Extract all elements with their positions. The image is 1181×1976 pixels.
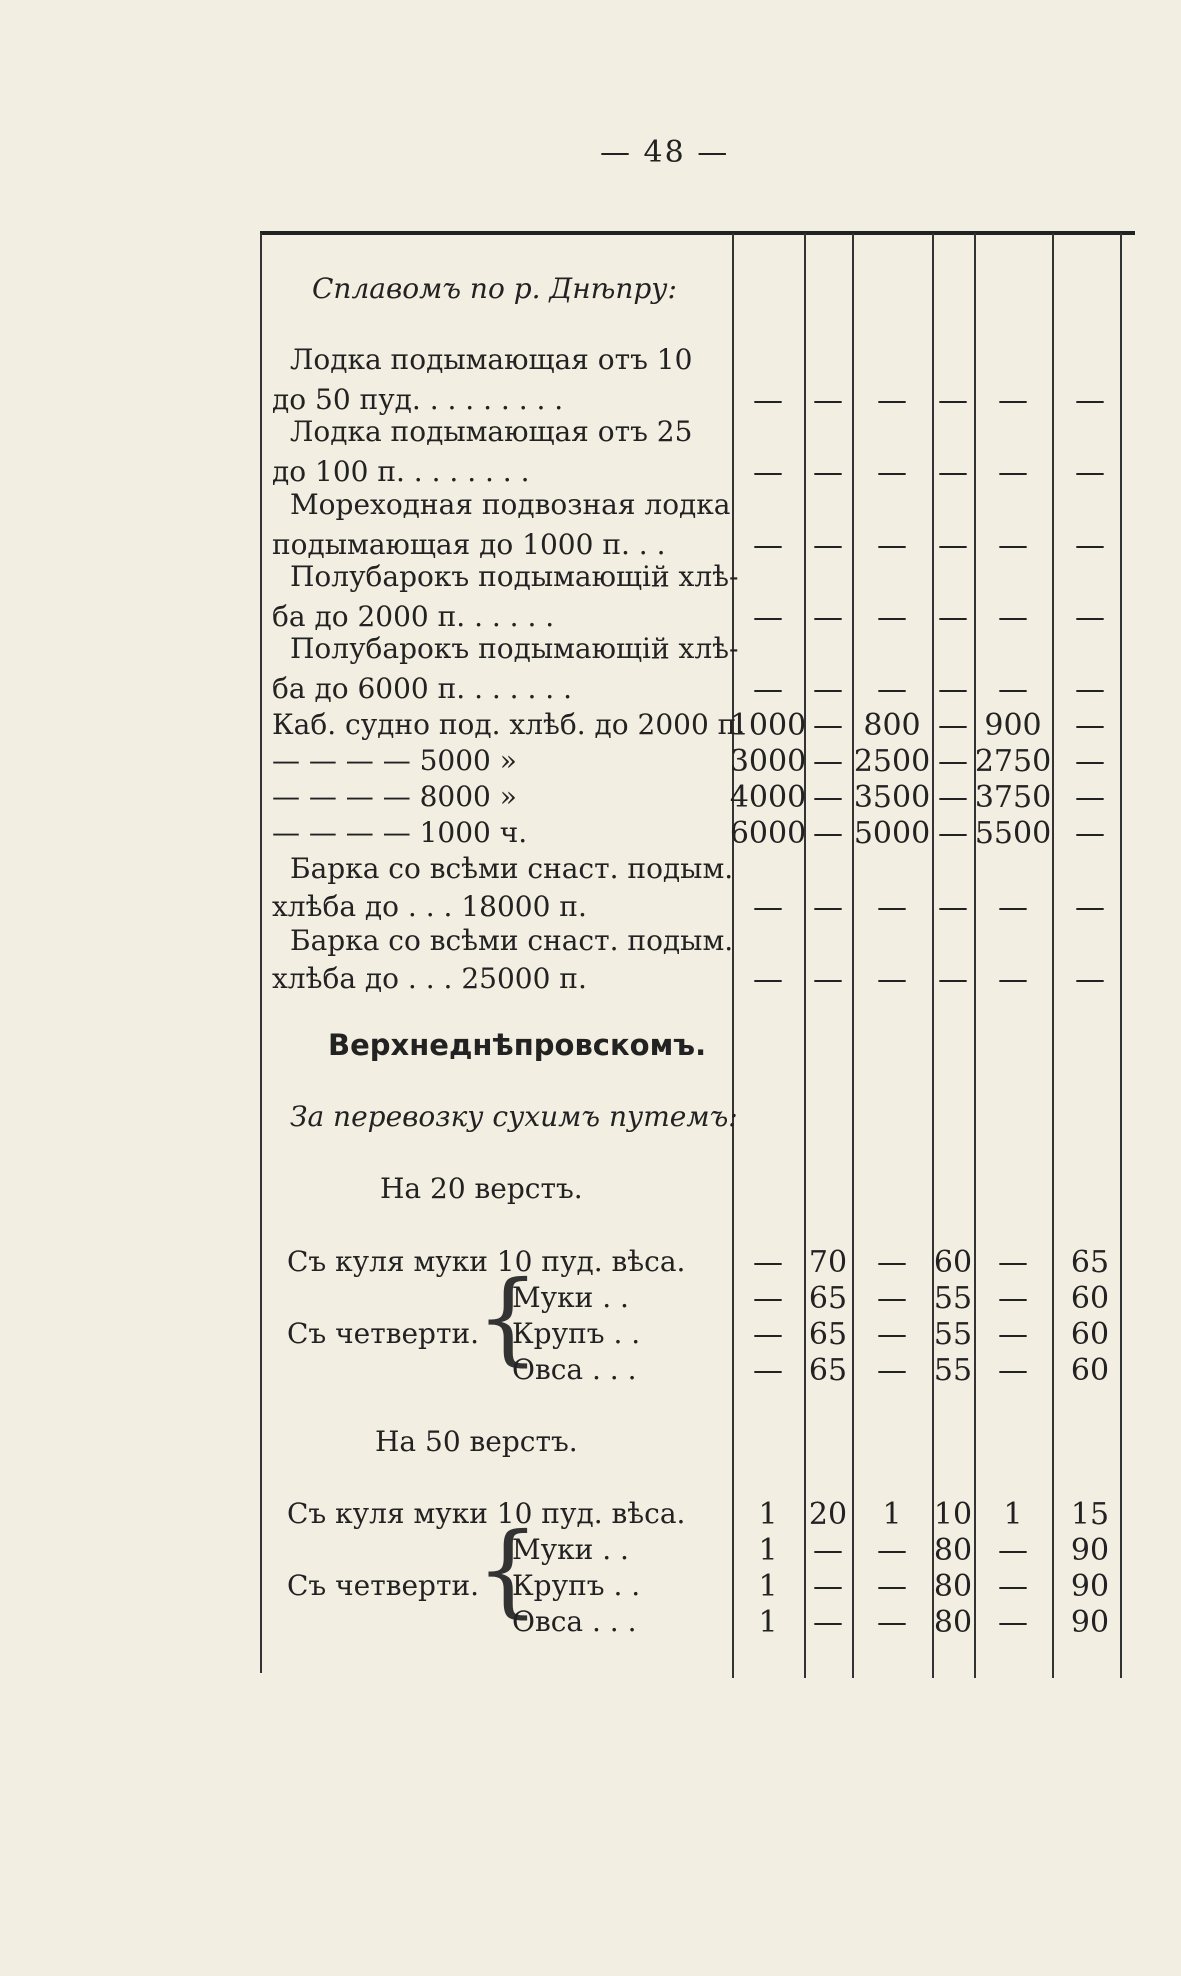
value-cell: — xyxy=(753,383,783,418)
value-cell: — xyxy=(813,816,843,851)
value-cell: — xyxy=(753,672,783,707)
value-cell: — xyxy=(813,1605,843,1640)
value-cell: — xyxy=(813,1569,843,1604)
row-label-line2: ба до 6000 п. . . . . . . xyxy=(272,672,572,705)
value-cell: — xyxy=(1075,962,1105,997)
brace-icon: { xyxy=(476,1259,540,1376)
item-label: Овса . . . xyxy=(512,1353,637,1386)
value-cell: 90 xyxy=(1070,1605,1110,1640)
value-cell: — xyxy=(813,600,843,635)
row-label-line2: хлѣба до . . . 25000 п. xyxy=(272,962,587,995)
value-cell: — xyxy=(938,528,968,563)
row-label-line1: Мореходная подвозная лодка xyxy=(290,488,731,521)
value-cell: — xyxy=(813,672,843,707)
value-cell: — xyxy=(1075,890,1105,925)
value-cell: — xyxy=(998,1281,1028,1316)
value-cell: 800 xyxy=(863,708,921,743)
value-cell: 80 xyxy=(933,1533,973,1568)
value-cell: — xyxy=(1075,780,1105,815)
value-cell: — xyxy=(753,600,783,635)
value-cell: — xyxy=(938,600,968,635)
value-cell: 60 xyxy=(1070,1353,1110,1388)
value-cell: 2750 xyxy=(974,744,1052,779)
row-label-line1: Полубарокъ подымающій хлѣ- xyxy=(290,560,739,593)
row-label-line1: Лодка подымающая отъ 10 xyxy=(290,343,693,376)
value-cell: — xyxy=(877,600,907,635)
value-cell: 1 xyxy=(882,1497,902,1532)
value-cell: — xyxy=(877,455,907,490)
value-cell: 65 xyxy=(808,1317,848,1352)
value-cell: — xyxy=(877,1533,907,1568)
value-cell: — xyxy=(813,455,843,490)
value-cell: 1 xyxy=(758,1497,778,1532)
column-divider xyxy=(852,233,854,1678)
value-cell: — xyxy=(998,455,1028,490)
value-cell: — xyxy=(877,1605,907,1640)
value-cell: 1 xyxy=(1003,1497,1023,1532)
value-cell: — xyxy=(813,528,843,563)
value-cell: — xyxy=(753,455,783,490)
value-cell: — xyxy=(877,890,907,925)
value-cell: — xyxy=(998,528,1028,563)
value-cell: 55 xyxy=(933,1317,973,1352)
item-label: Крупъ . . xyxy=(512,1569,641,1602)
value-cell: — xyxy=(938,383,968,418)
value-cell: — xyxy=(998,1245,1028,1280)
value-cell: — xyxy=(877,962,907,997)
subheading-20: На 20 верстъ. xyxy=(380,1172,583,1205)
chetv-label: Съ четверти. xyxy=(287,1317,480,1350)
value-cell: — xyxy=(813,962,843,997)
table-top-rule xyxy=(260,231,1135,235)
value-cell: — xyxy=(753,890,783,925)
row-label-line2: до 100 п. . . . . . . . xyxy=(272,455,530,488)
value-cell: — xyxy=(877,383,907,418)
column-divider xyxy=(1052,233,1054,1678)
table-left-border xyxy=(260,233,262,1673)
row-label-line1: Полубарокъ подымающій хлѣ- xyxy=(290,632,739,665)
value-cell: — xyxy=(753,1245,783,1280)
item-label: Крупъ . . xyxy=(512,1317,641,1350)
value-cell: — xyxy=(877,528,907,563)
value-cell: 1 xyxy=(758,1605,778,1640)
value-cell: — xyxy=(753,1317,783,1352)
item-label: Овса . . . xyxy=(512,1605,637,1638)
section-heading-verkh: Верхнеднѣпровскомъ. xyxy=(328,1028,707,1062)
section-title-splav: Сплавомъ по р. Днѣпру: xyxy=(312,272,677,305)
value-cell: — xyxy=(813,744,843,779)
value-cell: — xyxy=(877,1353,907,1388)
value-cell: — xyxy=(1075,708,1105,743)
column-divider xyxy=(804,233,806,1678)
value-cell: 3000 xyxy=(729,744,807,779)
brace-icon: { xyxy=(476,1511,540,1628)
row-label: — — — — 1000 ч. xyxy=(272,816,528,849)
value-cell: 65 xyxy=(808,1281,848,1316)
value-cell: — xyxy=(938,672,968,707)
value-cell: 6000 xyxy=(729,816,807,851)
value-cell: — xyxy=(998,1317,1028,1352)
value-cell: 70 xyxy=(808,1245,848,1280)
row-label-line1: Барка со всѣми снаст. подым. xyxy=(290,924,734,957)
page-number: — 48 — xyxy=(600,135,730,170)
column-divider xyxy=(932,233,934,1678)
value-cell: — xyxy=(998,1605,1028,1640)
value-cell: — xyxy=(1075,672,1105,707)
value-cell: — xyxy=(1075,383,1105,418)
value-cell: — xyxy=(753,962,783,997)
chetv-label: Съ четверти. xyxy=(287,1569,480,1602)
subheading-50: На 50 верстъ. xyxy=(375,1425,578,1458)
value-cell: — xyxy=(1075,455,1105,490)
item-label: Муки . . xyxy=(512,1533,629,1566)
value-cell: 2500 xyxy=(853,744,931,779)
value-cell: 90 xyxy=(1070,1569,1110,1604)
value-cell: — xyxy=(877,1569,907,1604)
value-cell: — xyxy=(998,890,1028,925)
table-right-border xyxy=(1120,233,1122,1678)
value-cell: 3750 xyxy=(974,780,1052,815)
value-cell: — xyxy=(753,1353,783,1388)
value-cell: — xyxy=(813,890,843,925)
column-divider xyxy=(974,233,976,1678)
value-cell: — xyxy=(877,1245,907,1280)
value-cell: — xyxy=(813,1533,843,1568)
value-cell: — xyxy=(813,383,843,418)
value-cell: — xyxy=(938,780,968,815)
kul-label: Съ куля муки 10 пуд. вѣса. xyxy=(287,1245,686,1278)
value-cell: 15 xyxy=(1070,1497,1110,1532)
value-cell: — xyxy=(938,708,968,743)
value-cell: 1000 xyxy=(729,708,807,743)
row-label: Каб. судно под. хлѣб. до 2000 п. xyxy=(272,708,746,741)
value-cell: — xyxy=(1075,816,1105,851)
value-cell: — xyxy=(938,890,968,925)
row-label-line1: Барка со всѣми снаст. подым. xyxy=(290,852,734,885)
row-label-line1: Лодка подымающая отъ 25 xyxy=(290,415,693,448)
value-cell: 3500 xyxy=(853,780,931,815)
value-cell: — xyxy=(1075,744,1105,779)
row-label-line2: ба до 2000 п. . . . . . xyxy=(272,600,555,633)
value-cell: — xyxy=(998,600,1028,635)
item-label: Муки . . xyxy=(512,1281,629,1314)
value-cell: 65 xyxy=(808,1353,848,1388)
value-cell: — xyxy=(1075,600,1105,635)
value-cell: 55 xyxy=(933,1353,973,1388)
kul-label: Съ куля муки 10 пуд. вѣса. xyxy=(287,1497,686,1530)
value-cell: 10 xyxy=(933,1497,973,1532)
value-cell: — xyxy=(813,780,843,815)
row-label-line2: до 50 пуд. . . . . . . . . xyxy=(272,383,564,416)
value-cell: 80 xyxy=(933,1605,973,1640)
row-label-line2: подымающая до 1000 п. . . xyxy=(272,528,666,561)
value-cell: — xyxy=(877,1317,907,1352)
value-cell: — xyxy=(998,962,1028,997)
value-cell: — xyxy=(998,1533,1028,1568)
value-cell: — xyxy=(938,744,968,779)
row-label: — — — — 5000 » xyxy=(272,744,517,777)
value-cell: 20 xyxy=(808,1497,848,1532)
row-label: — — — — 8000 » xyxy=(272,780,517,813)
value-cell: — xyxy=(998,672,1028,707)
value-cell: — xyxy=(998,383,1028,418)
value-cell: — xyxy=(938,816,968,851)
value-cell: — xyxy=(938,962,968,997)
value-cell: — xyxy=(998,1569,1028,1604)
value-cell: — xyxy=(938,455,968,490)
value-cell: — xyxy=(753,1281,783,1316)
value-cell: 55 xyxy=(933,1281,973,1316)
value-cell: 60 xyxy=(1070,1317,1110,1352)
section-title-suhim: За перевозку сухимъ путемъ: xyxy=(290,1100,738,1133)
value-cell: — xyxy=(813,708,843,743)
value-cell: 1 xyxy=(758,1533,778,1568)
value-cell: 60 xyxy=(1070,1281,1110,1316)
value-cell: — xyxy=(753,528,783,563)
value-cell: 900 xyxy=(984,708,1042,743)
value-cell: 1 xyxy=(758,1569,778,1604)
value-cell: — xyxy=(1075,528,1105,563)
value-cell: 65 xyxy=(1070,1245,1110,1280)
value-cell: 60 xyxy=(933,1245,973,1280)
value-cell: 5500 xyxy=(974,816,1052,851)
value-cell: 5000 xyxy=(853,816,931,851)
row-label-line2: хлѣба до . . . 18000 п. xyxy=(272,890,587,923)
value-cell: — xyxy=(877,1281,907,1316)
value-cell: — xyxy=(998,1353,1028,1388)
value-cell: 4000 xyxy=(729,780,807,815)
value-cell: — xyxy=(877,672,907,707)
value-cell: 90 xyxy=(1070,1533,1110,1568)
value-cell: 80 xyxy=(933,1569,973,1604)
